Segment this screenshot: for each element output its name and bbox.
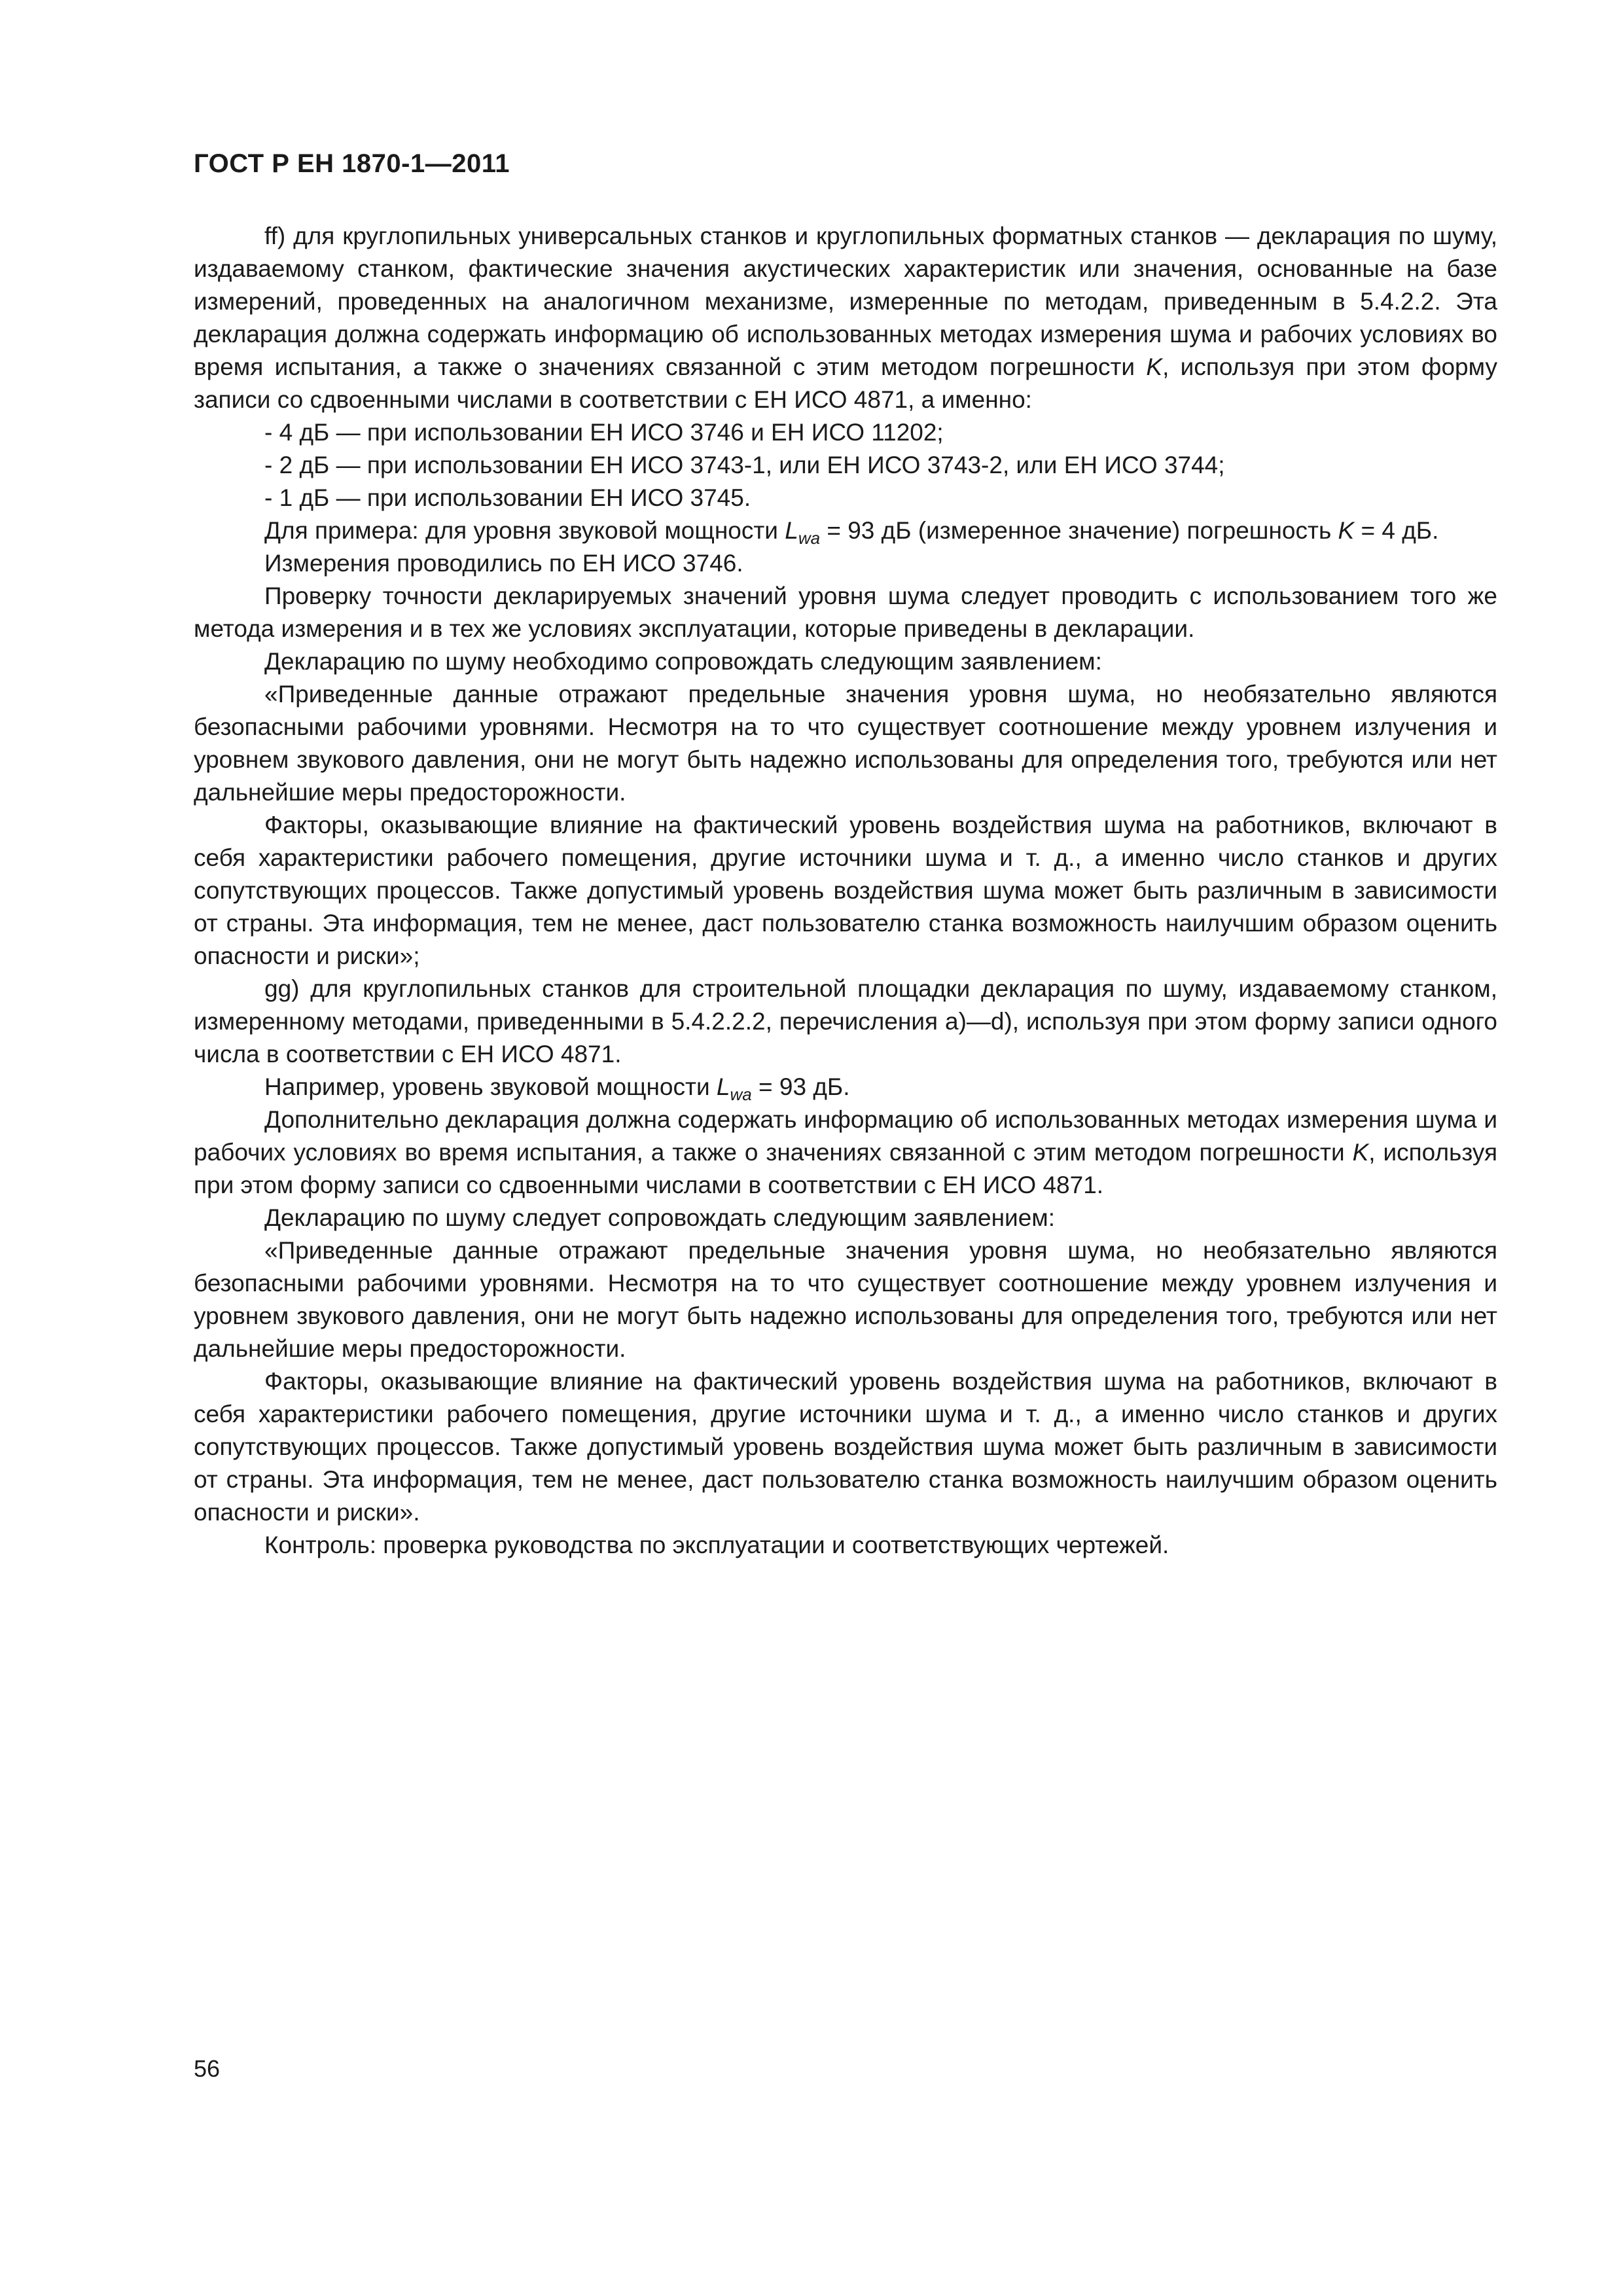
paragraph bbox=[194, 449, 1497, 482]
text-segment: «Приведенные данные отражают предельные значения уровня шума, но необязательно являются безопасными рабочими уровнями. Несмотря на то что существует соотношение между уровнем излучения и уровнем звукового давления, они не могут быть надежно использованы для определения того, требуются или нет дальнейшие меры предосторожности. bbox=[194, 681, 1497, 806]
paragraph bbox=[194, 1103, 1497, 1202]
text-segment: Факторы, оказывающие влияние на фактический уровень воздействия шума на работников, включают в себя характеристики рабочего помещения, другие источники шума и т. д., а именно число станков и других сопутствующих процессов. Также допустимый уровень воздействия шума может быть различным в зависимости от страны. Эта информация, тем не менее, даст пользователю станка возможность наилучшим образом оценить опасности и риски». bbox=[194, 1368, 1497, 1526]
document-header: ГОСТ Р ЕН 1870-1—2011 bbox=[194, 149, 510, 178]
text-segment: «Приведенные данные отражают предельные значения уровня шума, но необязательно являются безопасными рабочими уровнями. Несмотря на то что существует соотношение между уровнем излучения и уровнем звукового давления, они не могут быть надежно использованы для определения того, требуются или нет дальнейшие меры предосторожности. bbox=[194, 1237, 1497, 1362]
text-segment: Проверку точности декларируемых значений уровня шума следует проводить с использованием того же метода измерения и в тех же условиях эксплуатации, которые приведены в декларации. bbox=[194, 583, 1497, 642]
text-segment: = 93 дБ (измеренное значение) погрешность bbox=[820, 517, 1338, 544]
text-segment: gg) для круглопильных станков для строительной площадки декларация по шуму, издаваемому станком, измеренному методами, приведенными в 5.4.2.2.2, перечисления а)—d), используя при этом форму записи одного числа в соответствии с ЕН ИСО 4871. bbox=[194, 975, 1497, 1067]
text-segment: Декларацию по шуму необходимо сопровождать следующим заявлением: bbox=[264, 648, 1102, 675]
page-number: 56 bbox=[194, 2055, 221, 2082]
text-segment: - 1 дБ — при использовании ЕН ИСО 3745. bbox=[264, 484, 751, 511]
text-segment: , используя при этом форму записи со сдвоенными числами в соответствии с ЕН ИСО 4871, а именно: bbox=[194, 353, 1497, 413]
text-segment: Измерения проводились по ЕН ИСО 3746. bbox=[264, 550, 743, 577]
text-segment: wa bbox=[730, 1085, 752, 1104]
paragraph bbox=[194, 514, 1497, 547]
paragraph bbox=[194, 482, 1497, 514]
text-segment: L bbox=[785, 517, 798, 544]
text-segment: = 93 дБ. bbox=[751, 1073, 850, 1100]
paragraph bbox=[194, 1365, 1497, 1529]
paragraph bbox=[194, 645, 1497, 678]
text-segment: - 2 дБ — при использовании ЕН ИСО 3743-1, или ЕН ИСО 3743-2, или ЕН ИСО 3744; bbox=[264, 452, 1225, 478]
paragraph bbox=[194, 547, 1497, 580]
paragraph bbox=[194, 973, 1497, 1071]
text-segment: Факторы, оказывающие влияние на фактический уровень воздействия шума на работников, включают в себя характеристики рабочего помещения, другие источники шума и т. д., а именно число станков и других сопутствующих процессов. Также допустимый уровень воздействия шума может быть различным в зависимости от страны. Эта информация, тем не менее, даст пользователю станка возможность наилучшим образом оценить опасности и риски»; bbox=[194, 812, 1497, 969]
text-segment: - 4 дБ — при использовании ЕН ИСО 3746 и ЕН ИСО 11202; bbox=[264, 419, 944, 446]
paragraph bbox=[194, 809, 1497, 973]
paragraph bbox=[194, 220, 1497, 416]
text-segment: K bbox=[1146, 353, 1163, 380]
text-segment: K bbox=[1338, 517, 1355, 544]
paragraph bbox=[194, 416, 1497, 449]
paragraph bbox=[194, 580, 1497, 645]
text-segment: Для примера: для уровня звуковой мощности bbox=[264, 517, 785, 544]
text-segment: Дополнительно декларация должна содержать информацию об использованных методах измерения шума и рабочих условиях во время испытания, а также о значениях связанной с этим методом погрешности bbox=[194, 1106, 1497, 1166]
text-segment: ff) для круглопильных универсальных станков и круглопильных форматных станков — декларация по шуму, издаваемому станком, фактические значения акустических характеристик или значения, основанные на базе измерений, проведенных на аналогичном механизме, измеренные по методам, приведенным в 5.4.2.2. Эта декларация должна содержать информацию об использованных методах измерения шума и рабочих условиях во время испытания, а также о значениях связанной с этим методом погрешности bbox=[194, 223, 1497, 380]
text-segment: Декларацию по шуму следует сопровождать следующим заявлением: bbox=[264, 1204, 1056, 1231]
text-segment: , используя при этом форму записи со сдвоенными числами в соответствии с ЕН ИСО 4871. bbox=[194, 1139, 1497, 1198]
paragraph bbox=[194, 678, 1497, 809]
text-segment: wa bbox=[798, 528, 821, 548]
text-segment: Например, уровень звуковой мощности bbox=[264, 1073, 717, 1100]
paragraph bbox=[194, 1071, 1497, 1103]
text-segment: L bbox=[716, 1073, 730, 1100]
text-segment: K bbox=[1352, 1139, 1369, 1166]
document-body bbox=[194, 220, 1497, 1562]
paragraph bbox=[194, 1529, 1497, 1562]
text-segment: = 4 дБ. bbox=[1354, 517, 1439, 544]
paragraph bbox=[194, 1234, 1497, 1365]
paragraph bbox=[194, 1202, 1497, 1234]
text-segment: Контроль: проверка руководства по эксплуатации и соответствующих чертежей. bbox=[264, 1532, 1169, 1558]
